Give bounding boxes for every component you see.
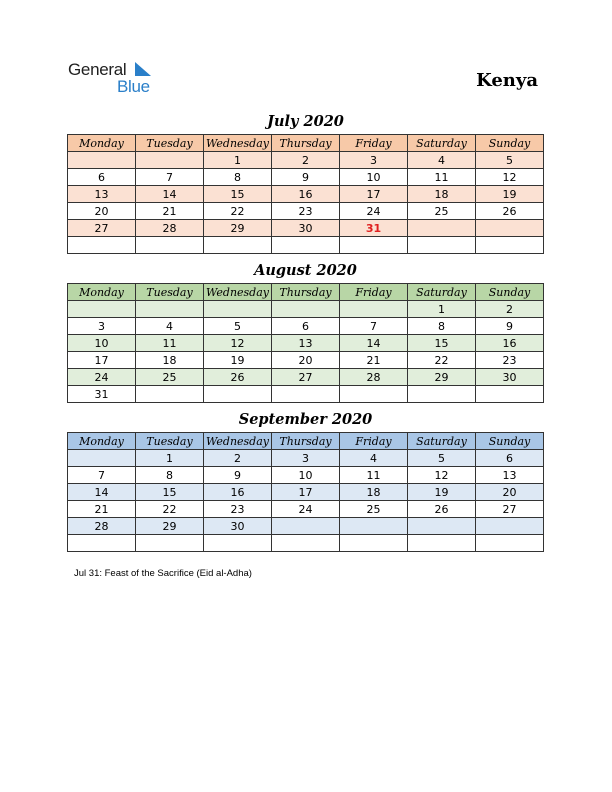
day-cell: 11 bbox=[340, 467, 408, 484]
month-title: August 2020 bbox=[254, 262, 357, 279]
day-cell: 19 bbox=[408, 484, 476, 501]
day-cell: 9 bbox=[204, 467, 272, 484]
day-cell: 29 bbox=[204, 220, 272, 237]
day-cell: 25 bbox=[408, 203, 476, 220]
empty-day-cell bbox=[204, 535, 272, 552]
day-cell: 4 bbox=[136, 318, 204, 335]
day-cell: 12 bbox=[204, 335, 272, 352]
day-cell: 8 bbox=[136, 467, 204, 484]
empty-day-cell bbox=[68, 152, 136, 169]
day-cell: 22 bbox=[408, 352, 476, 369]
weekday-header: Monday bbox=[68, 284, 136, 301]
empty-day-cell bbox=[136, 301, 204, 318]
month-september bbox=[67, 410, 544, 552]
day-cell: 10 bbox=[68, 335, 136, 352]
day-cell: 4 bbox=[340, 450, 408, 467]
day-cell: 30 bbox=[476, 369, 544, 386]
weekday-header: Sunday bbox=[476, 284, 544, 301]
day-cell: 14 bbox=[340, 335, 408, 352]
weekday-header: Saturday bbox=[408, 135, 476, 152]
day-cell: 10 bbox=[340, 169, 408, 186]
week-row bbox=[68, 237, 544, 254]
day-cell: 7 bbox=[68, 467, 136, 484]
empty-day-cell bbox=[476, 386, 544, 403]
day-cell: 16 bbox=[476, 335, 544, 352]
week-row bbox=[68, 535, 544, 552]
empty-day-cell bbox=[68, 237, 136, 254]
day-cell: 10 bbox=[272, 467, 340, 484]
calendar-grid bbox=[67, 134, 544, 254]
day-cell: 25 bbox=[340, 501, 408, 518]
weekday-header-row bbox=[68, 433, 544, 450]
weekday-header: Thursday bbox=[272, 284, 340, 301]
weekday-header-row bbox=[68, 284, 544, 301]
empty-day-cell bbox=[136, 386, 204, 403]
day-cell: 27 bbox=[272, 369, 340, 386]
day-cell: 30 bbox=[204, 518, 272, 535]
holiday-footnote: Jul 31: Feast of the Sacrifice (Eid al-Adha) bbox=[74, 568, 252, 579]
weekday-header-row bbox=[68, 135, 544, 152]
day-cell: 7 bbox=[136, 169, 204, 186]
empty-day-cell bbox=[68, 450, 136, 467]
day-cell: 30 bbox=[272, 220, 340, 237]
empty-day-cell bbox=[272, 386, 340, 403]
weekday-header: Tuesday bbox=[136, 135, 204, 152]
empty-day-cell bbox=[136, 535, 204, 552]
day-cell: 17 bbox=[68, 352, 136, 369]
day-cell: 20 bbox=[68, 203, 136, 220]
day-cell: 7 bbox=[340, 318, 408, 335]
day-cell: 3 bbox=[272, 450, 340, 467]
month-august bbox=[67, 261, 544, 403]
empty-day-cell bbox=[340, 237, 408, 254]
day-cell: 6 bbox=[272, 318, 340, 335]
month-title: July 2020 bbox=[267, 113, 344, 130]
weekday-header: Saturday bbox=[408, 284, 476, 301]
day-cell: 25 bbox=[136, 369, 204, 386]
day-cell: 20 bbox=[476, 484, 544, 501]
weekday-header: Wednesday bbox=[204, 433, 272, 450]
empty-day-cell bbox=[272, 237, 340, 254]
day-cell: 18 bbox=[408, 186, 476, 203]
empty-day-cell bbox=[204, 386, 272, 403]
day-cell: 1 bbox=[408, 301, 476, 318]
day-cell: 9 bbox=[476, 318, 544, 335]
day-cell: 12 bbox=[408, 467, 476, 484]
day-cell: 5 bbox=[408, 450, 476, 467]
empty-day-cell bbox=[340, 518, 408, 535]
day-cell: 28 bbox=[340, 369, 408, 386]
week-row bbox=[68, 484, 544, 501]
week-row bbox=[68, 186, 544, 203]
empty-day-cell bbox=[408, 386, 476, 403]
day-cell: 5 bbox=[204, 318, 272, 335]
day-cell: 24 bbox=[68, 369, 136, 386]
calendar-grid bbox=[67, 283, 544, 403]
weekday-header: Sunday bbox=[476, 433, 544, 450]
weekday-header: Thursday bbox=[272, 433, 340, 450]
day-cell: 23 bbox=[204, 501, 272, 518]
week-row bbox=[68, 501, 544, 518]
week-row bbox=[68, 152, 544, 169]
empty-day-cell bbox=[408, 535, 476, 552]
empty-day-cell bbox=[340, 535, 408, 552]
day-cell: 27 bbox=[476, 501, 544, 518]
day-cell: 14 bbox=[68, 484, 136, 501]
day-cell: 4 bbox=[408, 152, 476, 169]
day-cell: 3 bbox=[68, 318, 136, 335]
day-cell: 26 bbox=[204, 369, 272, 386]
logo-triangle-icon bbox=[135, 62, 151, 76]
empty-day-cell bbox=[204, 237, 272, 254]
day-cell: 13 bbox=[476, 467, 544, 484]
day-cell: 19 bbox=[204, 352, 272, 369]
day-cell: 29 bbox=[408, 369, 476, 386]
month-title: September 2020 bbox=[238, 411, 373, 428]
calendar-grid bbox=[67, 432, 544, 552]
day-cell: 17 bbox=[340, 186, 408, 203]
day-cell: 11 bbox=[136, 335, 204, 352]
empty-day-cell bbox=[272, 535, 340, 552]
week-row bbox=[68, 386, 544, 403]
empty-day-cell bbox=[408, 237, 476, 254]
day-cell: 5 bbox=[476, 152, 544, 169]
weekday-header: Tuesday bbox=[136, 433, 204, 450]
empty-day-cell bbox=[476, 237, 544, 254]
weekday-header: Wednesday bbox=[204, 284, 272, 301]
empty-day-cell bbox=[272, 301, 340, 318]
weekday-header: Monday bbox=[68, 433, 136, 450]
weekday-header: Friday bbox=[340, 135, 408, 152]
empty-day-cell bbox=[408, 518, 476, 535]
weekday-header: Monday bbox=[68, 135, 136, 152]
empty-day-cell bbox=[476, 220, 544, 237]
week-row bbox=[68, 450, 544, 467]
day-cell: 18 bbox=[340, 484, 408, 501]
day-cell: 26 bbox=[408, 501, 476, 518]
weekday-header: Wednesday bbox=[204, 135, 272, 152]
day-cell: 28 bbox=[136, 220, 204, 237]
week-row bbox=[68, 518, 544, 535]
empty-day-cell bbox=[204, 301, 272, 318]
week-row bbox=[68, 318, 544, 335]
day-cell: 14 bbox=[136, 186, 204, 203]
weekday-header: Friday bbox=[340, 284, 408, 301]
day-cell: 16 bbox=[204, 484, 272, 501]
week-row bbox=[68, 335, 544, 352]
day-cell: 9 bbox=[272, 169, 340, 186]
day-cell: 6 bbox=[476, 450, 544, 467]
empty-day-cell bbox=[68, 301, 136, 318]
day-cell: 16 bbox=[272, 186, 340, 203]
day-cell: 11 bbox=[408, 169, 476, 186]
day-cell: 15 bbox=[408, 335, 476, 352]
empty-day-cell bbox=[272, 518, 340, 535]
empty-day-cell bbox=[476, 518, 544, 535]
day-cell: 20 bbox=[272, 352, 340, 369]
day-cell: 12 bbox=[476, 169, 544, 186]
month-july bbox=[67, 112, 544, 254]
weekday-header: Thursday bbox=[272, 135, 340, 152]
day-cell: 21 bbox=[340, 352, 408, 369]
empty-day-cell bbox=[408, 220, 476, 237]
day-cell: 2 bbox=[476, 301, 544, 318]
day-cell: 28 bbox=[68, 518, 136, 535]
day-cell: 19 bbox=[476, 186, 544, 203]
empty-day-cell bbox=[340, 386, 408, 403]
empty-day-cell bbox=[476, 535, 544, 552]
week-row bbox=[68, 203, 544, 220]
day-cell: 23 bbox=[476, 352, 544, 369]
day-cell: 24 bbox=[340, 203, 408, 220]
day-cell: 17 bbox=[272, 484, 340, 501]
weekday-header: Sunday bbox=[476, 135, 544, 152]
week-row bbox=[68, 301, 544, 318]
day-cell: 27 bbox=[68, 220, 136, 237]
day-cell: 31 bbox=[68, 386, 136, 403]
empty-day-cell bbox=[136, 237, 204, 254]
day-cell: 15 bbox=[204, 186, 272, 203]
week-row bbox=[68, 352, 544, 369]
empty-day-cell bbox=[340, 301, 408, 318]
day-cell: 24 bbox=[272, 501, 340, 518]
day-cell: 13 bbox=[272, 335, 340, 352]
day-cell: 1 bbox=[204, 152, 272, 169]
weekday-header: Friday bbox=[340, 433, 408, 450]
logo bbox=[68, 60, 168, 100]
day-cell: 1 bbox=[136, 450, 204, 467]
week-row bbox=[68, 369, 544, 386]
country-title: Kenya bbox=[476, 70, 538, 91]
week-row bbox=[68, 169, 544, 186]
logo-word-blue: Blue bbox=[117, 77, 150, 96]
day-cell: 8 bbox=[408, 318, 476, 335]
weekday-header: Saturday bbox=[408, 433, 476, 450]
day-cell: 22 bbox=[204, 203, 272, 220]
day-cell: 2 bbox=[272, 152, 340, 169]
day-cell: 31 bbox=[340, 220, 408, 237]
day-cell: 2 bbox=[204, 450, 272, 467]
logo-word-general: General bbox=[68, 60, 127, 79]
empty-day-cell bbox=[68, 535, 136, 552]
day-cell: 23 bbox=[272, 203, 340, 220]
day-cell: 15 bbox=[136, 484, 204, 501]
day-cell: 3 bbox=[340, 152, 408, 169]
day-cell: 29 bbox=[136, 518, 204, 535]
week-row bbox=[68, 220, 544, 237]
weekday-header: Tuesday bbox=[136, 284, 204, 301]
day-cell: 13 bbox=[68, 186, 136, 203]
day-cell: 18 bbox=[136, 352, 204, 369]
day-cell: 22 bbox=[136, 501, 204, 518]
day-cell: 21 bbox=[68, 501, 136, 518]
day-cell: 26 bbox=[476, 203, 544, 220]
day-cell: 21 bbox=[136, 203, 204, 220]
week-row bbox=[68, 467, 544, 484]
empty-day-cell bbox=[136, 152, 204, 169]
day-cell: 8 bbox=[204, 169, 272, 186]
day-cell: 6 bbox=[68, 169, 136, 186]
